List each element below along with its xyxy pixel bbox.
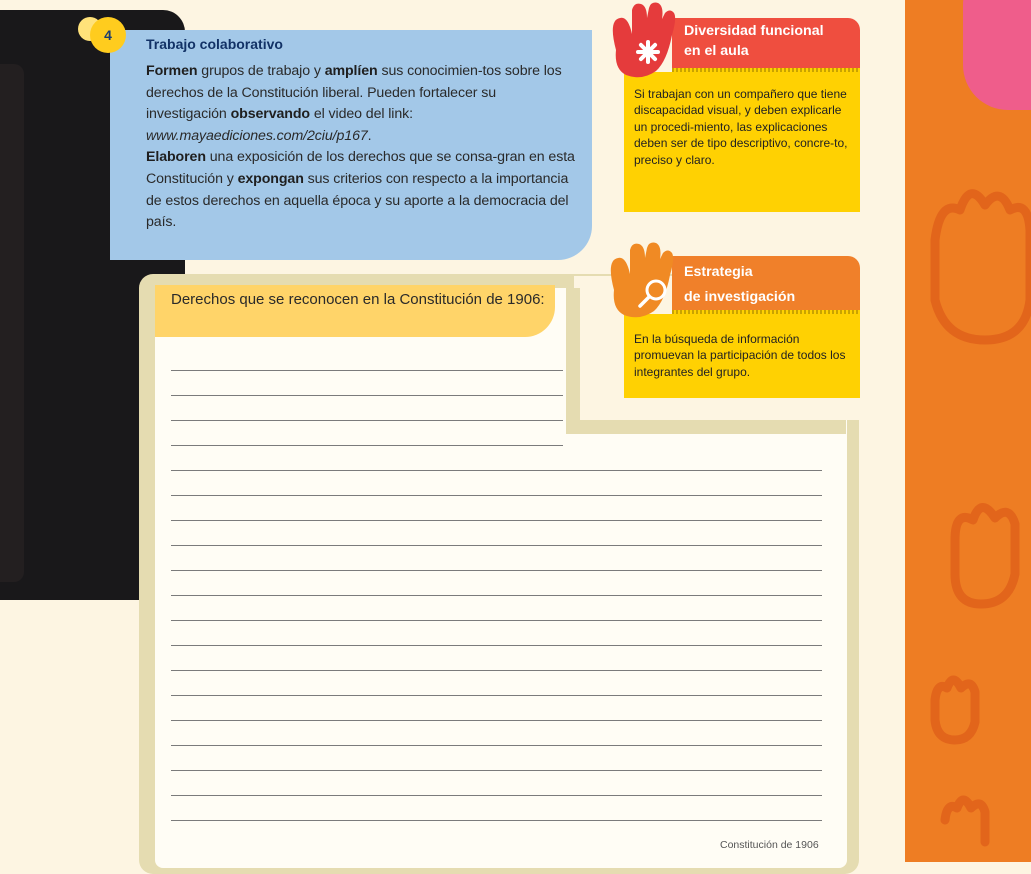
- writing-line[interactable]: [171, 820, 822, 821]
- activity-text-segment: sus criterios con respecto a la importancia de estos derechos en aquella época y su aporte a la democracia del país.: [146, 170, 569, 231]
- strategy-body-text: En la búsqueda de información promuevan la participación de todos los integrantes del grupo.: [634, 332, 846, 379]
- hand-icon: [604, 2, 680, 88]
- video-link[interactable]: www.mayaediciones.com/2ciu/p167: [146, 127, 368, 144]
- writing-line[interactable]: [171, 445, 563, 446]
- worksheet-footer-label: Constitución de 1906: [720, 839, 819, 851]
- activity-text-segment: sus conocimien-tos sobre los derechos de la Constitución liberal. Pueden fortalecer su investigación: [146, 63, 562, 123]
- writing-line[interactable]: [171, 620, 822, 621]
- worksheet-notch-border-left: [566, 288, 580, 434]
- strategy-title-line2: de investigación: [684, 289, 796, 305]
- verb-elaboren: Elaboren: [146, 149, 206, 166]
- writing-line[interactable]: [171, 420, 563, 421]
- writing-line[interactable]: [171, 745, 822, 746]
- writing-line[interactable]: [171, 770, 822, 771]
- device-bezel-inner: [0, 64, 24, 582]
- activity-text-segment: una exposición de los derechos que se consa-gran en esta Constitución y: [146, 149, 575, 187]
- writing-line[interactable]: [171, 695, 822, 696]
- activity-text-segment: .: [367, 127, 372, 144]
- activity-number-badge: [90, 17, 126, 53]
- writing-line[interactable]: [171, 520, 822, 521]
- verb-formen: Formen: [146, 63, 198, 79]
- writing-line[interactable]: [171, 570, 822, 571]
- activity-text-segment: grupos de trabajo y: [197, 63, 325, 79]
- activity-title: Trabajo colaborativo: [146, 36, 283, 52]
- diversity-title-line1: Diversidad funcional: [684, 23, 824, 39]
- writing-line[interactable]: [171, 720, 822, 721]
- writing-line[interactable]: [171, 395, 563, 396]
- diversity-title-line2: en el aula: [684, 43, 749, 59]
- decorative-band: [905, 0, 1031, 862]
- writing-line[interactable]: [171, 470, 822, 471]
- writing-line[interactable]: [171, 595, 822, 596]
- strategy-title-line1: Estrategia: [684, 264, 753, 280]
- writing-line[interactable]: [171, 670, 822, 671]
- hand-icon: [602, 242, 682, 328]
- verb-amplien: amplíen: [324, 63, 378, 79]
- diversity-body-text: Si trabajan con un compañero que tiene discapacidad visual, y deben explicarle un procedi-miento, las explicaciones deben ser de tipo descriptivo, concre-to, preciso y claro.: [634, 87, 848, 167]
- writing-line[interactable]: [171, 370, 563, 371]
- activity-text-segment: el video del link:: [310, 106, 413, 123]
- worksheet-prompt: Derechos que se reconocen en la Constitución de 1906:: [171, 291, 545, 308]
- writing-line[interactable]: [171, 545, 822, 546]
- asterisk-icon: [636, 40, 660, 64]
- hand-outlines-decoration: [905, 0, 1031, 862]
- worksheet-notch-border: [580, 420, 846, 434]
- writing-line[interactable]: [171, 795, 822, 796]
- writing-line[interactable]: [171, 495, 822, 496]
- verb-observando: observando: [230, 106, 310, 123]
- verb-expongan: expongan: [237, 170, 304, 187]
- writing-line[interactable]: [171, 645, 822, 646]
- activity-instructions: [146, 61, 576, 234]
- activity-number: 4: [104, 27, 112, 43]
